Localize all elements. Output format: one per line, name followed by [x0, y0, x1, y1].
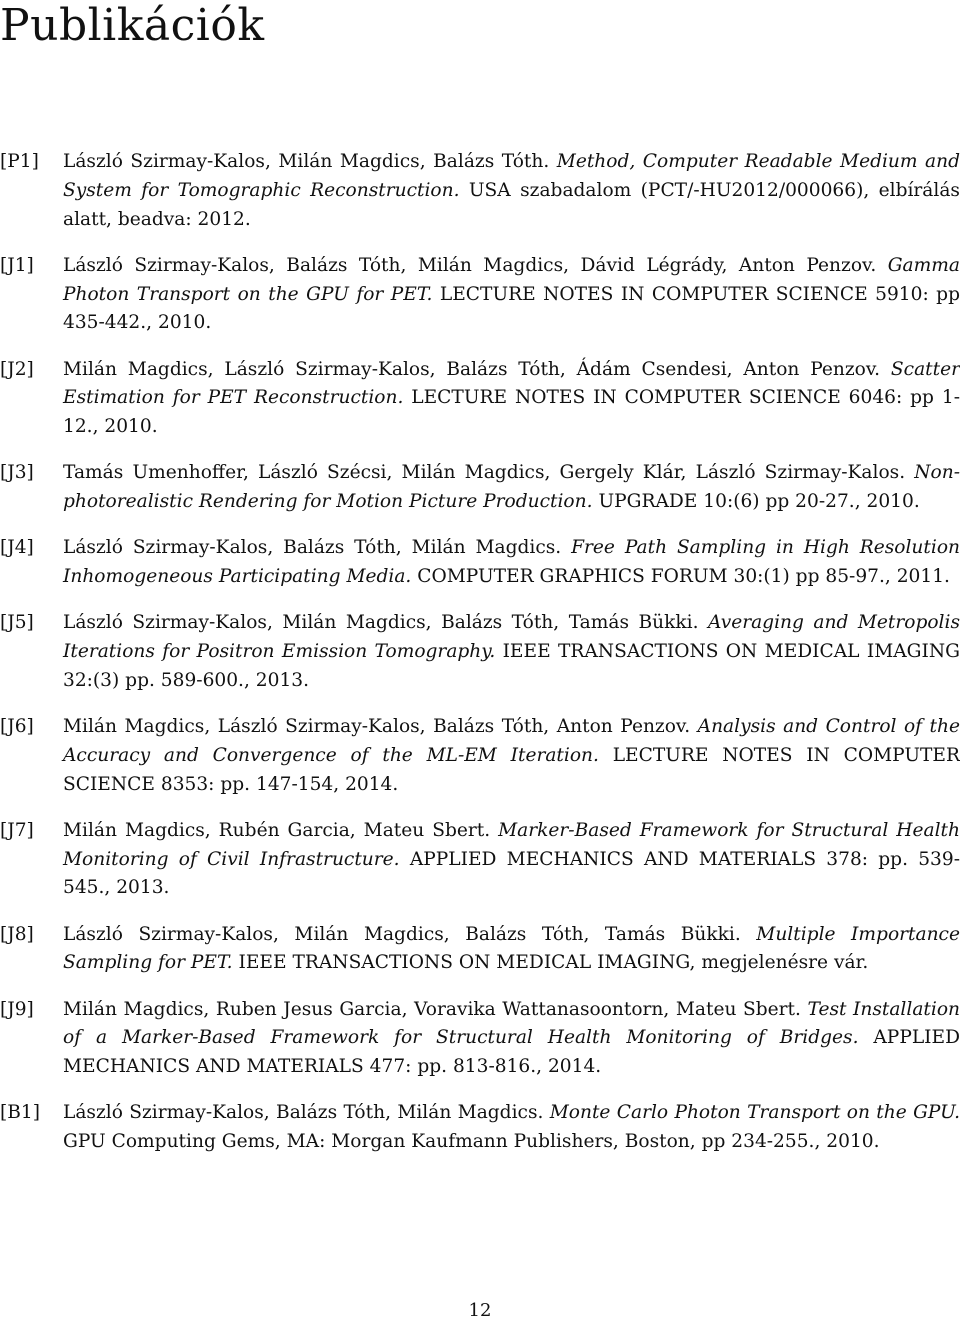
- reference-key: [J3]: [0, 462, 34, 484]
- reference-authors: László Szirmay-Kalos, Milán Magdics, Balázs Tóth, Tamás Bükki.: [63, 612, 699, 634]
- reference-title: Averaging and Metropolis Iterations for Positron Emission Tomography.: [63, 612, 960, 663]
- reference-venue: GPU Computing Gems, MA: Morgan Kaufmann Publishers, Boston, pp 234-255., 2010.: [63, 1131, 880, 1153]
- reference-item: [0, 921, 960, 979]
- reference-key: [J6]: [0, 716, 34, 738]
- reference-venue: LECTURE NOTES IN COMPUTER SCIENCE 5910: pp 435-442., 2010.: [63, 283, 960, 334]
- reference-item: [0, 534, 960, 592]
- reference-venue: APPLIED MECHANICS AND MATERIALS 477: pp. 813-816., 2014.: [63, 1027, 960, 1078]
- reference-title: Monte Carlo Photon Transport on the GPU.: [549, 1102, 960, 1124]
- reference-key: [J5]: [0, 612, 34, 634]
- reference-venue: COMPUTER GRAPHICS FORUM 30:(1) pp 85-97., 2011.: [417, 566, 950, 588]
- reference-item: [0, 609, 960, 695]
- page-title: Publikációk: [0, 0, 265, 51]
- reference-key: [J7]: [0, 819, 34, 841]
- reference-title: Method, Computer Readable Medium and System for Tomographic Reconstruction.: [63, 151, 960, 201]
- reference-title: Gamma Photon Transport on the GPU for PET.: [63, 254, 960, 305]
- reference-key: [J2]: [0, 358, 34, 380]
- reference-authors: Milán Magdics, László Szirmay-Kalos, Balázs Tóth, Anton Penzov.: [63, 716, 691, 738]
- reference-item: [0, 1099, 960, 1157]
- reference-venue: UPGRADE 10:(6) pp 20-27., 2010.: [598, 491, 920, 513]
- reference-venue: APPLIED MECHANICS AND MATERIALS 378: pp. 539-545., 2013.: [63, 848, 960, 899]
- reference-venue: IEEE TRANSACTIONS ON MEDICAL IMAGING, megjelenésre vár.: [238, 952, 869, 974]
- reference-title: Marker-Based Framework for Structural Health Monitoring of Civil Infrastructure.: [63, 819, 960, 870]
- reference-item: [0, 817, 960, 903]
- reference-key: [J4]: [0, 537, 34, 559]
- reference-item: [0, 356, 960, 442]
- reference-title: Scatter Estimation for PET Reconstruction.: [63, 358, 960, 409]
- reference-authors: László Szirmay-Kalos, Balázs Tóth, Milán Magdics, Dávid Légrády, Anton Penzov.: [63, 254, 877, 276]
- reference-item: [0, 252, 960, 338]
- reference-title: Multiple Importance Sampling for PET.: [63, 923, 960, 974]
- reference-item: [0, 996, 960, 1082]
- reference-authors: Milán Magdics, Rubén Garcia, Mateu Sbert.: [63, 819, 491, 841]
- reference-key: [B1]: [0, 1102, 41, 1124]
- reference-title: Free Path Sampling in High Resolution Inhomogeneous Participating Media.: [63, 537, 960, 588]
- reference-authors: László Szirmay-Kalos, Balázs Tóth, Milán Magdics.: [63, 1102, 544, 1124]
- reference-authors: Milán Magdics, László Szirmay-Kalos, Balázs Tóth, Ádám Csendesi, Anton Penzov.: [63, 358, 881, 380]
- reference-item: [0, 713, 960, 799]
- reference-authors: László Szirmay-Kalos, Milán Magdics, Balázs Tóth, Tamás Bükki.: [63, 923, 741, 945]
- reference-authors: László Szirmay-Kalos, Balázs Tóth, Milán Magdics.: [63, 537, 562, 559]
- reference-key: [J1]: [0, 254, 34, 276]
- reference-key: [J9]: [0, 998, 34, 1020]
- reference-authors: László Szirmay-Kalos, Milán Magdics, Balázs Tóth.: [63, 151, 550, 172]
- reference-authors: Tamás Umenhoffer, László Szécsi, Milán Magdics, Gergely Klár, László Szirmay-Kalos.: [63, 462, 906, 484]
- reference-list: [0, 148, 960, 1174]
- reference-title: Analysis and Control of the Accuracy and Convergence of the ML-EM Iteration.: [63, 716, 960, 766]
- reference-venue: LECTURE NOTES IN COMPUTER SCIENCE 6046: pp 1-12., 2010.: [63, 387, 960, 438]
- reference-venue: LECTURE NOTES IN COMPUTER SCIENCE 8353: pp. 147-154, 2014.: [63, 744, 960, 795]
- reference-authors: Milán Magdics, Ruben Jesus Garcia, Voravika Wattanasoontorn, Mateu Sbert.: [63, 998, 801, 1020]
- reference-venue: USA szabadalom (PCT/-HU2012/000066), elbírálás alatt, beadva: 2012.: [63, 179, 960, 230]
- reference-item: [0, 459, 960, 517]
- reference-venue: IEEE TRANSACTIONS ON MEDICAL IMAGING 32:(3) pp. 589-600., 2013.: [63, 641, 960, 691]
- page-number: 12: [468, 1300, 492, 1321]
- reference-key: [J8]: [0, 923, 34, 945]
- reference-title: Test Installation of a Marker-Based Framework for Structural Health Monitoring of Bridges.: [63, 998, 960, 1049]
- reference-item: [0, 148, 960, 234]
- reference-key: [P1]: [0, 151, 39, 172]
- reference-title: Non-photorealistic Rendering for Motion Picture Production.: [63, 462, 960, 513]
